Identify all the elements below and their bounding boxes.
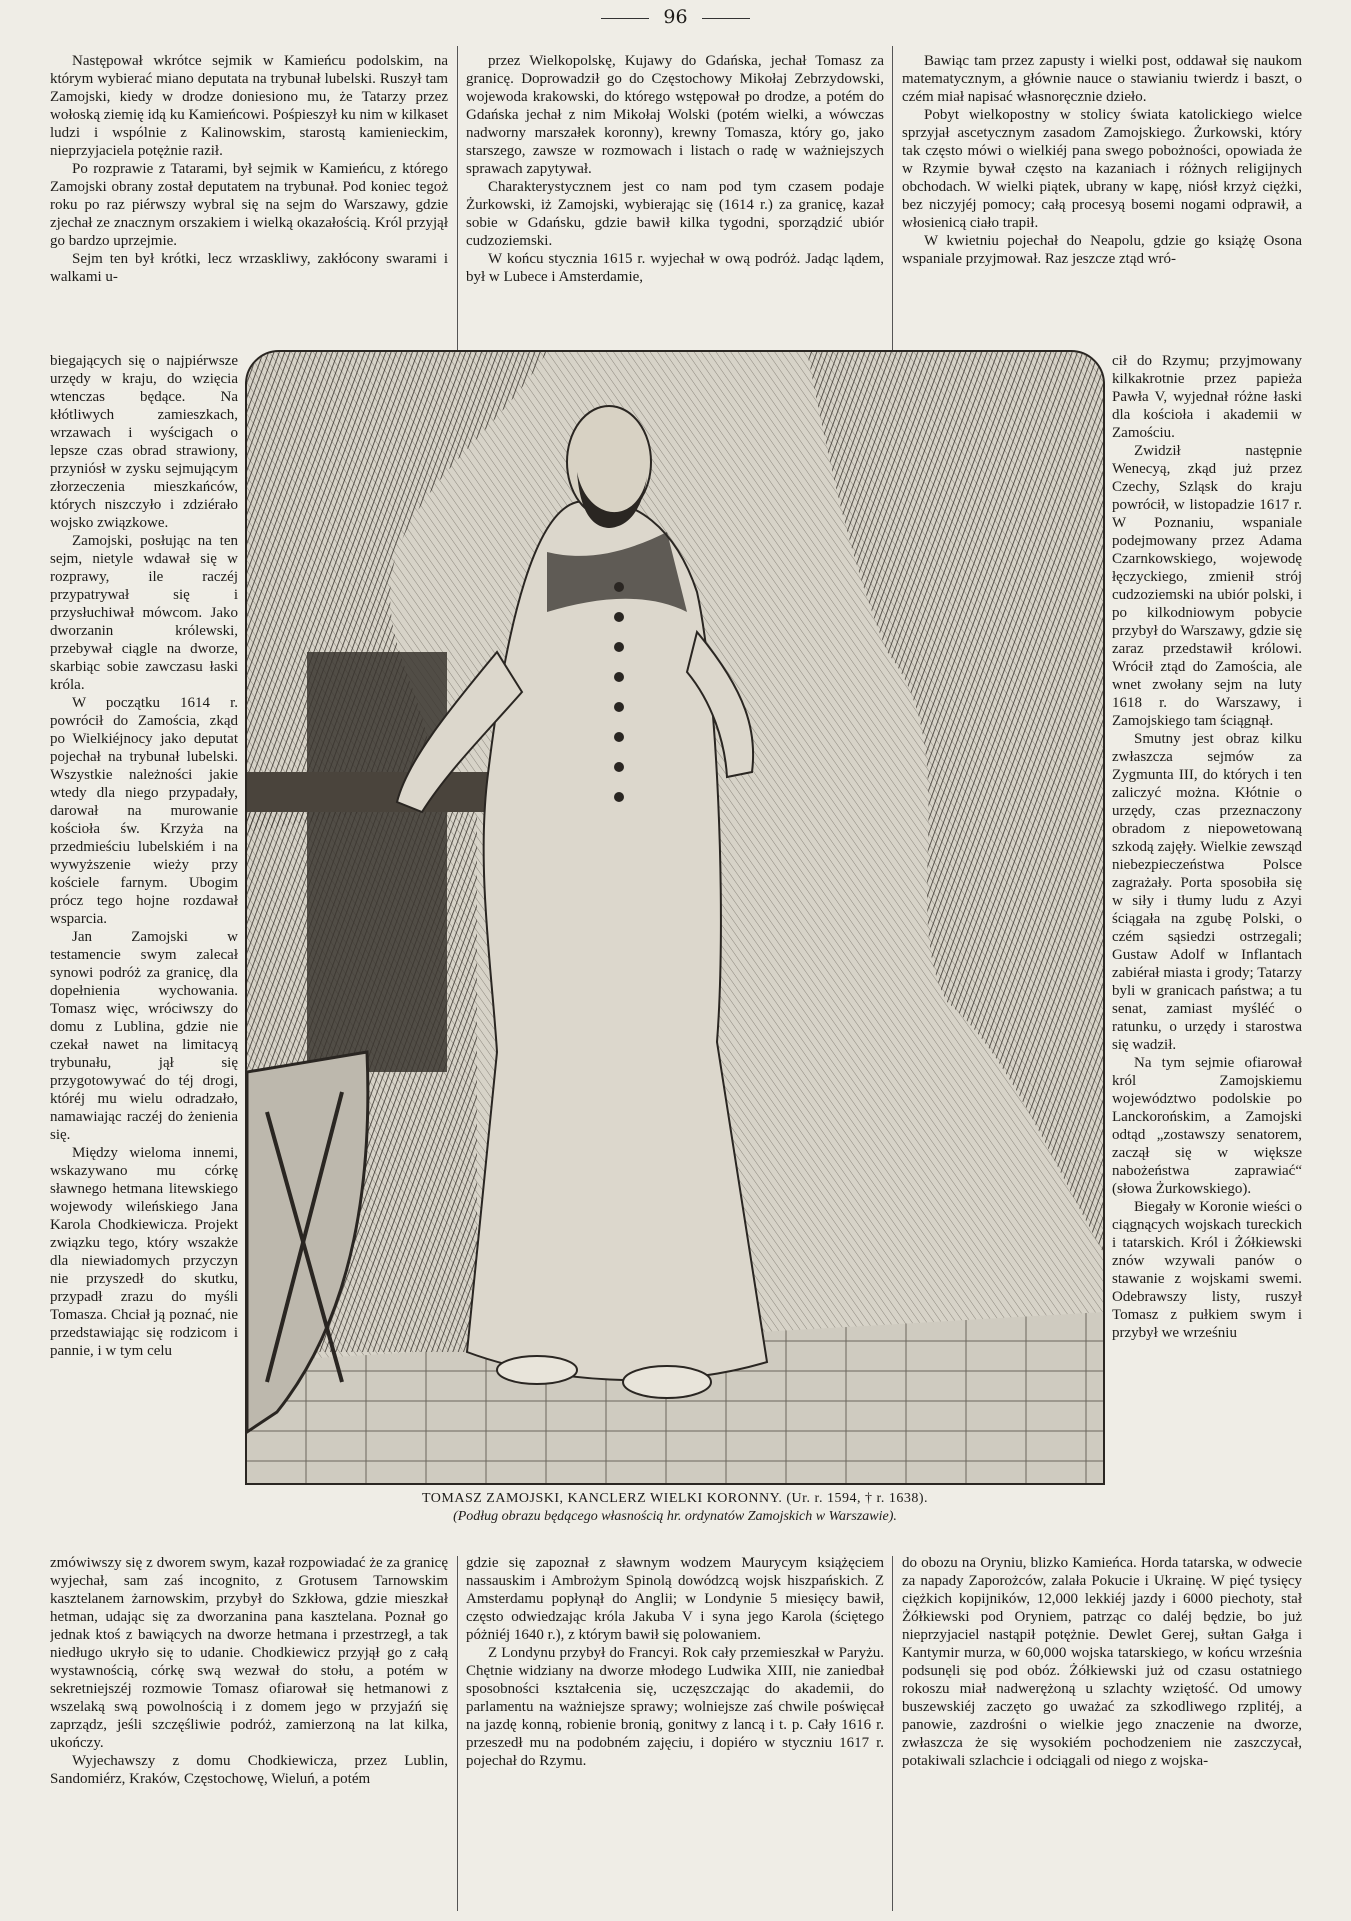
paragraph: Po rozprawie z Tatarami, był sejmik w Kamieńcu, z którego Zamojski obrany został deputatem na trybunał. Pod koniec tegoż roku po raz piérwszy wybral się na sejm do Warszawy, gdzie zjechał ze znacznym orszakiem i wielką okazałością. Król przyjął go bardzo uprzejmie. — [50, 161, 448, 249]
portrait-engraving-svg — [247, 352, 1103, 1483]
paragraph: Następował wkrótce sejmik w Kamieńcu podolskim, na którym wybierać miano deputata na trybunał lubelski. Ruszył tam Zamojski, kiedy w drodze doniesiono mu, że Tatarzy przez wołoską ziemię idą ku Kamieńcowi. Pośpieszył ku nim w kilkaset ludzi i wspólnie z Kalinowskim, starostą kamienieckim, nieprzyjaciela potężnie raził. — [50, 53, 448, 159]
page-number-text: 96 — [663, 6, 688, 28]
paragraph: W początku 1614 r. powrócił do Zamościa, zkąd po Wielkiéjnocy jako deputat pojechał na trybunał lubelski. Wszystkie należności jakie wtedy dla niego przypadały, darował na murowanie kościoła św. Krzyża na przedmieściu lubelskiém i na wywyższenie wieży przy kościele farnym. Ubogim prócz tego hojne rozdawał wsparcia. — [50, 695, 238, 927]
paragraph: Na tym sejmie ofiarował król Zamojskiemu województwo podolskie po Lanckorońskim, a Zamojski odtąd „zostawszy senatorem, zaczął się w większe nabożeństwa zaprawiać“ (słowa Żurkowskiego). — [1112, 1055, 1302, 1197]
column-middle-top — [466, 52, 884, 350]
column-right-top — [902, 52, 1302, 350]
paragraph: do obozu na Oryniu, blizko Kamieńca. Horda tatarska, w odwecie za napady Zaporożców, zalała Pokucie i Ukrainę. W pięć tysięcy ciężkich kopijników, 12,000 lekkiéj jazdy i 6000 piechoty, stał Żółkiewski pod Oryniem, patrząc co daléj będzie, bo już nieprzyjaciel nastąpił potężnie. Dewlet Gerej, sułtan Gałga i Kantymir murza, w 60,000 wojska tatarskiego, w końcu września podsunęli się pod obóz. Żółkiewski już od czasu ostatniego rokoszu miał nadwerężoną u szlachty wziętość. Od umowy buszewskiéj zaczęto go uważać za szkodliwego rzplitéj, a panowie, zazdrośni o wielkie jego znaczenie na dworze, zwłaszcza że się wysokiém pochodzeniem nie zaszczycał, potakiwali szlachcie i odciągali od niego z wojska- — [902, 1555, 1302, 1769]
caption-source: (Podług obrazu będącego własnością hr. ordynatów Zamojskich w Warszawie). — [453, 1509, 897, 1524]
paragraph: Smutny jest obraz kilku zwłaszcza sejmów za Zygmunta III, do których i ten zaliczyć można. Kłótnie o urzędy, czas przeznaczony obradom z niepowetowaną szkodą zajęły. Wielkie zewsząd niebezpieczeństwa Polsce zagrażały. Porta sposobiła się w siły i tłumy ludu z Azyi ściągała na zgubę Polski, o czém sąsiedzi ostrzegali; Gustaw Adolf w Inflantach zabiérał miasta i grody; Tatarzy byli w granicach państwa; a tu senat, zamiast myśléć o ratunku, o urzędy i starostwa się wadził. — [1112, 731, 1302, 1053]
paragraph: gdzie się zapoznał z sławnym wodzem Maurycym książęciem nassauskim i Ambrożym Spinolą dowódzcą wojsk hiszpańskich. Z Amsterdamu popłynął do Anglii; w Londynie 5 miesięcy bawił, często odwiedzając króla Jakuba V i syna jego Karola (ściętego póżniéj 1640 r.), z którym bawił się polowaniem. — [466, 1555, 884, 1643]
column-divider-bottom-left — [457, 1556, 458, 1911]
column-right-bottom — [902, 1554, 1302, 1911]
paragraph: Zwidził następnie Wenecyą, zkąd już przez Czechy, Szląsk do kraju powrócił, w listopadzie 1617 r. W Poznaniu, wspaniale podejmowany przez Adama Czarnkowskiego, wojewodę łęczyckiego, zmienił strój cudzoziemski na ubiór polski, i po kilkodniowym pobycie przybył do Warszawy, gdzie się zaraz przedstawił królowi. Wrócił ztąd do Zamościa, ale wnet zwołany sejm na luty 1618 r. do Warszawy, i Zamojskiego tam ściągnął. — [1112, 443, 1302, 729]
paragraph: zmówiwszy się z dworem swym, kazał rozpowiadać że za granicę wyjechał, sam zaś incognito, z Grotusem Tarnowskim kasztelanem żarnowskim, przybył do Szkłowa, gdzie mieszkał hetman, udając się za dworzanina pana kasztelana. Poznał go jednak ktoś z bawiących na dworze hetmana i przestrzegł, a tak niedługo ukryło się to udanie. Chodkiewicz przyjął go z całą wystawnością, córkę swą wezwał do stołu, a potém w sekretniejszéj rozmowie Tomasz ofiarował się hetmanowi z wszelaką swą powolnością i z domem jego w przyjaźń się zaprządz, jeśli szczęśliwie podróż, zamierzoną na lat kilka, ukończy. — [50, 1555, 448, 1751]
portrait-engraving — [245, 350, 1105, 1485]
paragraph: Jan Zamojski w testamencie swym zalecał synowi podróż za granicę, dla dopełnienia wychowania. Tomasz więc, wróciwszy do domu z Lublina, gdzie nie czekał nawet na limitacyą trybunału, jął się przygotowywać do téj drogi, któréj mu wielu odradzało, namawiając raczéj do żenienia się. — [50, 929, 238, 1143]
column-divider-left — [457, 46, 458, 351]
paragraph: Zamojski, posłując na ten sejm, nietyle wdawał się w rozprawy, ile raczéj przypatrywał się i przysłuchiwał mówcom. Jako dworzanin królewski, przebywał ciągle na dworze, skarbiąc sobie zawczasu łaski króla. — [50, 533, 238, 693]
paragraph: W końcu stycznia 1615 r. wyjechał w ową podróż. Jadąc lądem, był w Lubece i Amsterdamie, — [466, 251, 884, 285]
column-left-bottom — [50, 1554, 448, 1911]
paragraph: Bawiąc tam przez zapusty i wielki post, oddawał się naukom matematycznym, a głównie nauce o stawianiu twierdz i baszt, o czém miał napisać własnoręcznie dzieło. — [902, 53, 1302, 105]
paragraph: biegających się o najpiérwsze urzędy w kraju, do wzięcia wtenczas będące. Na kłótliwych zamieszkach, wrzawach i wyścigach o lepsze czas obrad strawiony, przyniósł w zysku sejmującym złorzeczenia mieszkańców, których niszczyło i zdziérało wojsko związkowe. — [50, 353, 238, 531]
paragraph: W kwietniu pojechał do Neapolu, gdzie go książę Osona wspaniale przyjmował. Raz jeszcze ztąd wró- — [902, 233, 1302, 267]
paragraph: Między wieloma innemi, wskazywano mu córkę sławnego hetmana litewskiego wojewody wileńskiego Jana Karola Chodkiewicza. Projekt związku tego, który wszakże dla niewiadomych przyczyn nie przyszedł do skutku, przypadł zrazu do myśli Tomasza. Chciał ją poznać, nie przedstawiając się rodzicom i pannie, i w tym celu — [50, 1145, 238, 1359]
column-left-top — [50, 52, 448, 350]
paragraph: Charakterystycznem jest co nam pod tym czasem podaje Żurkowski, iż Zamojski, wybierając się (1614 r.) za granicę, kazał sobie w Gdańsku, gdzie bawił kilka tygodni, sporządzić ubiór cudzoziemski. — [466, 179, 884, 249]
paragraph: Biegały w Koronie wieści o ciągnących wojskach tureckich i tatarskich. Król i Żółkiewski znów wzywali panów o stawanie z wojskami swemi. Odebrawszy listy, ruszył Tomasz z pułkiem swym i przybył we wrześniu — [1112, 1199, 1302, 1341]
paragraph: Pobyt wielkopostny w stolicy świata katolickiego wielce sprzyjał ascetycznym zasadom Zamojskiego. Żurkowski, który tak często mówi o wielkiéj pana swego pobożności, opowiada że w Rzymie bywał często na kazaniach i różnych religijnych obchodach. W wielki piątek, ubrany w kapę, niósł krzyż ciężki, bez niczyjéj pomocy; całą procesyą bosemi nogami odprawił, a włosienicą ciało trapił. — [902, 107, 1302, 231]
paragraph: cił do Rzymu; przyjmowany kilkakrotnie przez papieża Pawła V, wyjednał różne łaski dla kościoła i akademii w Zamościu. — [1112, 353, 1302, 441]
column-middle-bottom — [466, 1554, 884, 1911]
page-number — [0, 6, 1351, 28]
paragraph: Z Londynu przybył do Francyi. Rok cały przemieszkał w Paryżu. Chętnie widziany na dworze młodego Ludwika XIII, nie zaniedbał sposobności kształcenia się, uczęszczając do akademii, do parlamentu na ważniejsze sprawy; wolniejsze zaś chwile poświęcał na jazdę konną, robienie bronią, gonitwy z lancą i t. p. Cały 1616 r. przeszedł mu na podobném zajęciu, i dopiéro w styczniu 1617 r. pojechał do Rzymu. — [466, 1645, 884, 1769]
illustration-caption — [245, 1490, 1105, 1526]
paragraph: przez Wielkopolskę, Kujawy do Gdańska, jechał Tomasz za granicę. Doprowadził go do Częstochowy Mikołaj Zebrzydowski, wojewoda krakowski, do którego wstępował po drodze, a potém do Gdańska jechał z nim Mikołaj Wolski (potém wielki, a wówczas nadworny marszałek koronny), krewny Tomasza, który go, jako starszego, zawsze w rozmowach i listach o radę w ważniejszych sprawach zapytywał. — [466, 53, 884, 177]
column-left-narrow — [50, 352, 238, 1550]
column-divider-bottom-right — [892, 1556, 893, 1911]
caption-title: TOMASZ ZAMOJSKI, KANCLERZ WIELKI KORONNY. (Ur. r. 1594, † r. 1638). — [422, 1491, 928, 1506]
paragraph: Wyjechawszy z domu Chodkiewicza, przez Lublin, Sandomiérz, Kraków, Częstochowę, Wieluń, a potém — [50, 1753, 448, 1787]
paragraph: Sejm ten był krótki, lecz wrzaskliwy, zakłócony swarami i walkami u- — [50, 251, 448, 285]
column-divider-right — [892, 46, 893, 351]
column-right-narrow — [1112, 352, 1302, 1550]
